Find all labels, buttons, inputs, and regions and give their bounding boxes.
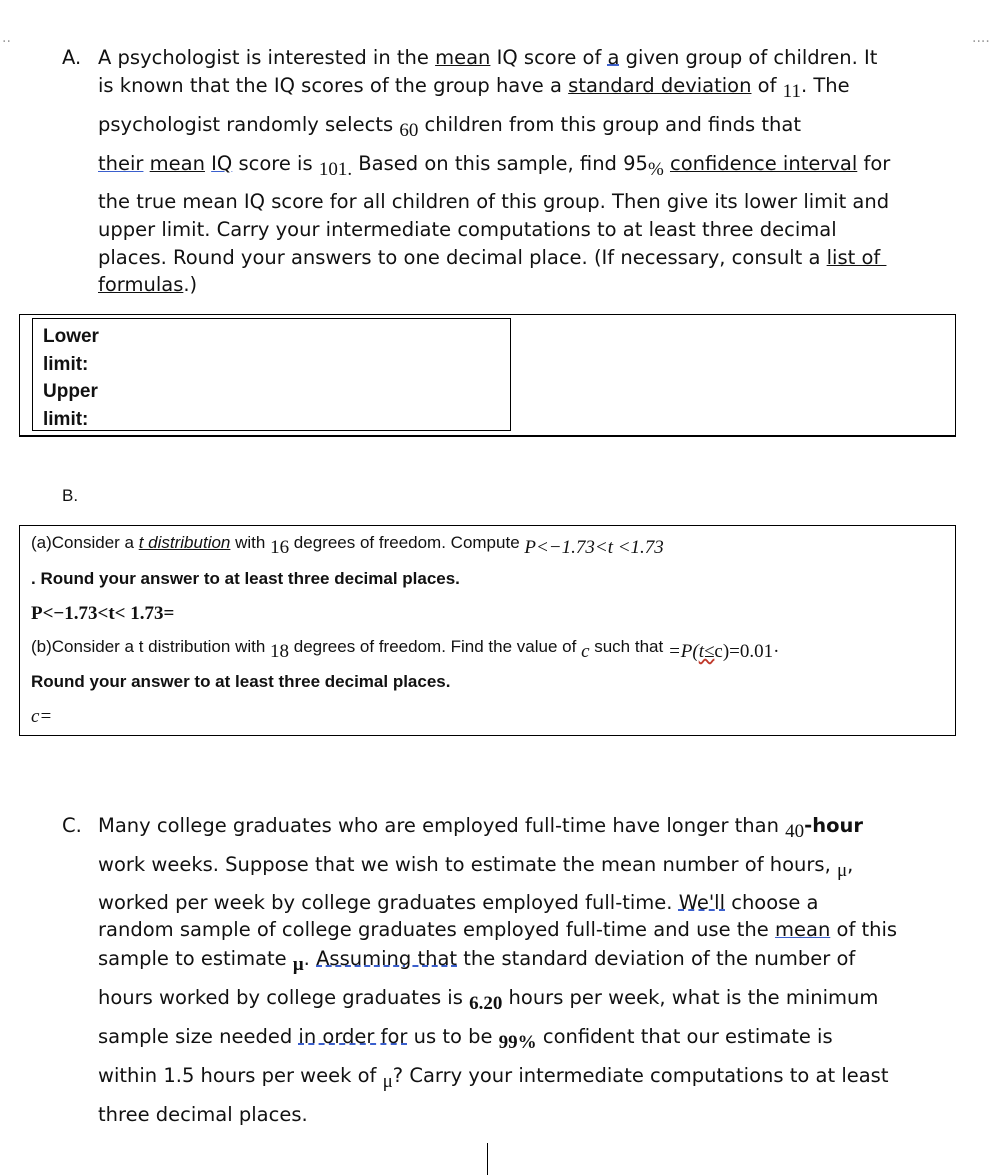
- a-line-7: places. Round your answers to one decimal place. (If necessary, consult a list of: [98, 246, 887, 269]
- mu-symbol-3: μ: [382, 1071, 393, 1092]
- list-of-formulas-link[interactable]: list of: [826, 246, 887, 269]
- b-part-a-answer: P<−1.73<t< 1.73=: [31, 603, 175, 624]
- standard-deviation-link[interactable]: standard deviation: [568, 74, 752, 97]
- a-line-6: upper limit. Carry your intermediate computations to at least three decimal: [98, 218, 837, 241]
- upper-limit-label-2: limit:: [43, 408, 89, 430]
- their-word: their: [98, 152, 144, 175]
- a-line-5: the true mean IQ score for all children of this group. Then give its lower limit and: [98, 190, 890, 213]
- b-part-b-line: (b)Consider a t distribution with 18 degrees of freedom. Find the value of c such that =P(t≤c)=0.01·: [31, 637, 780, 662]
- probability-expression: P<−1.73<t <1.73: [524, 537, 664, 558]
- assuming-that-phrase: Assuming that: [316, 947, 458, 970]
- confidence-value: 99%: [498, 1032, 537, 1053]
- answer-box-b: [19, 525, 956, 736]
- corner-dots-right: ....: [972, 30, 990, 46]
- c-line-2: work weeks. Suppose that we wish to estimate the mean number of hours, μ,: [98, 853, 854, 881]
- lower-limit-label-2: limit:: [43, 353, 89, 375]
- hour-value: 40: [785, 821, 805, 842]
- a-line-4: their mean IQ score is 101. Based on this sample, find 95% confidence interval for: [98, 152, 891, 180]
- answer-table-a: [19, 314, 956, 437]
- c-line-6: hours worked by college graduates is 6.20 hours per week, what is the minimum: [98, 986, 879, 1014]
- b-part-a-instruction: . Round your answer to at least three decimal places.: [31, 569, 460, 588]
- c-line-5: sample to estimate μ. Assuming that the standard deviation of the number of: [98, 947, 856, 975]
- upper-limit-label-1: Upper: [43, 381, 98, 402]
- t-distribution-link[interactable]: t distribution: [138, 533, 231, 552]
- section-a-label: A.: [62, 46, 82, 69]
- sd-value: 11: [782, 81, 801, 102]
- a-line-1: A psychologist is interested in the mean IQ score of a given group of children. It: [98, 46, 878, 69]
- df-18-value: 18: [270, 641, 290, 662]
- mu-symbol: μ: [836, 860, 848, 881]
- c-line-4: random sample of college graduates employed full-time and use the mean of this: [98, 918, 898, 941]
- a-line-8: formulas.): [98, 273, 198, 296]
- c-line-8: within 1.5 hours per week of μ? Carry your intermediate computations to at least: [98, 1064, 889, 1092]
- text-cursor: [487, 1143, 488, 1175]
- sample-size-value: 60: [399, 120, 419, 141]
- mu-symbol-2: μ: [292, 954, 304, 975]
- c-answer-label: c=: [31, 706, 53, 727]
- c-line-9: three decimal places.: [98, 1103, 308, 1126]
- formulas-link[interactable]: formulas: [98, 273, 184, 296]
- c-line-3: worked per week by college graduates employed full-time. We'll choose a: [98, 891, 819, 914]
- well-word: We'll: [678, 891, 726, 914]
- mean-word: mean: [775, 918, 831, 941]
- percent-sign: %: [647, 159, 664, 180]
- c-line-1: Many college graduates who are employed full-time have longer than 40-hour: [98, 814, 864, 842]
- lower-limit-label-1: Lower: [43, 326, 99, 347]
- c-line-7: sample size needed in order for us to be 99% confident that our estimate is: [98, 1025, 833, 1053]
- iq-word: IQ: [211, 152, 233, 175]
- a-line-2: is known that the IQ scores of the group have a standard deviation of 11. The: [98, 74, 850, 102]
- mean-link-2[interactable]: mean: [149, 152, 205, 175]
- mean-link[interactable]: mean: [435, 46, 491, 69]
- confidence-interval-link[interactable]: confidence interval: [669, 152, 858, 175]
- b-part-a-line: (a)Consider a t distribution with 16 degrees of freedom. Compute P<−1.73<t <1.73: [31, 533, 664, 558]
- b-part-b-instruction: Round your answer to at least three decimal places.: [31, 672, 451, 691]
- prob-expression-end: c)=0.01: [714, 641, 774, 662]
- section-c-label: C.: [62, 814, 82, 837]
- a-word: a: [607, 46, 620, 69]
- prob-expression-start: =P(: [667, 641, 699, 662]
- in-order-for-phrase: in order for: [298, 1025, 408, 1048]
- corner-dots-left: ..: [2, 30, 11, 46]
- df-16-value: 16: [270, 537, 290, 558]
- c-variable: c: [581, 641, 590, 662]
- prob-expression-t: t≤: [698, 641, 715, 662]
- a-line-3: psychologist randomly selects 60 children from this group and finds that: [98, 113, 802, 141]
- sd-hours-value: 6.20: [469, 993, 503, 1014]
- answer-cell-a: [32, 318, 511, 431]
- mean-score-value: 101.: [318, 159, 353, 180]
- section-b-label: B.: [62, 486, 79, 505]
